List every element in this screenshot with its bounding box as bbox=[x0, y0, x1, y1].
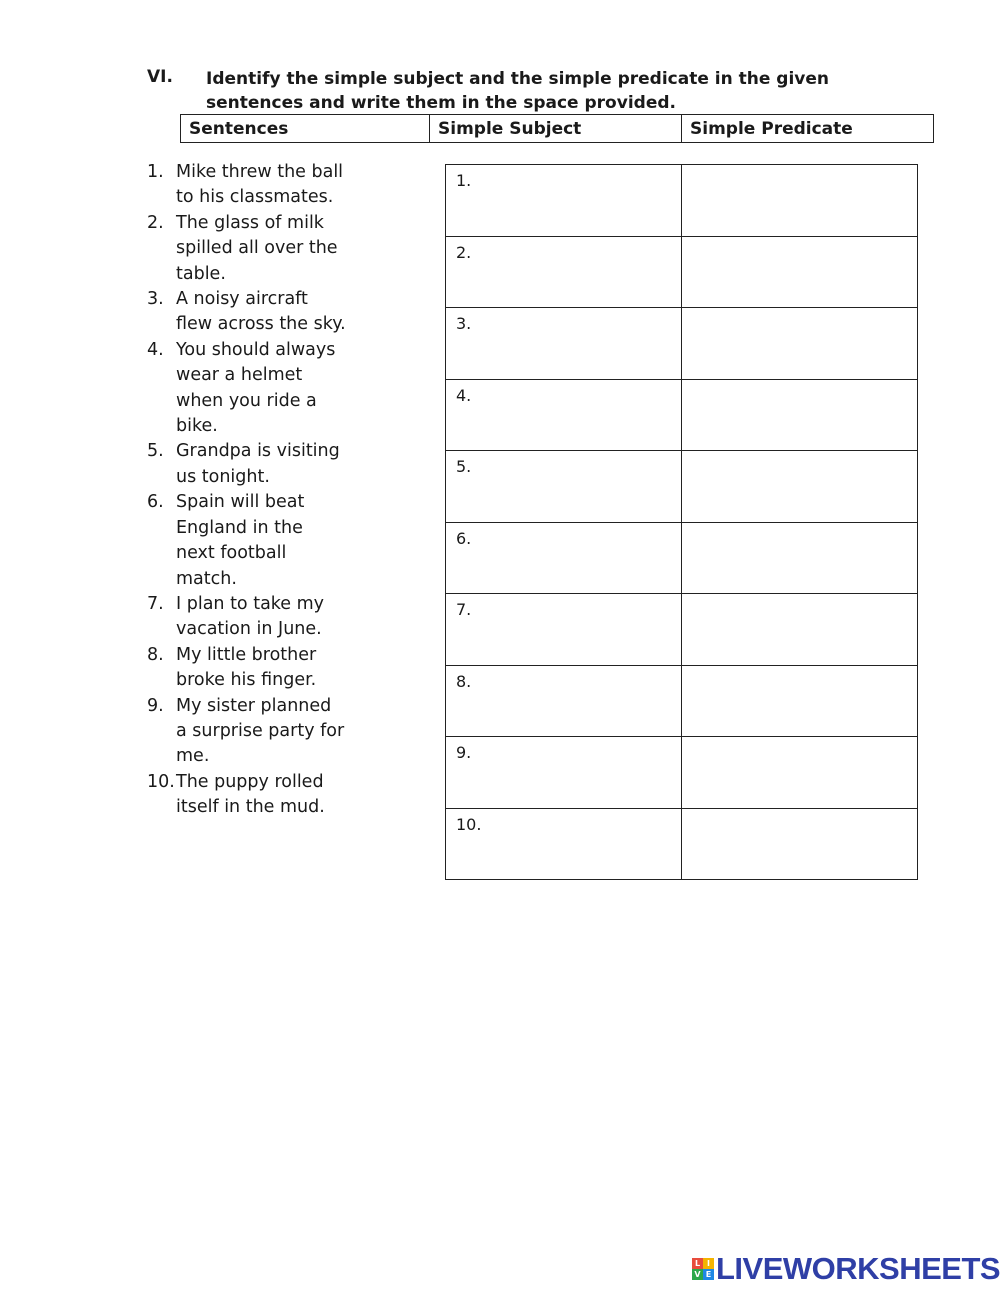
simple-subject-cell[interactable] bbox=[446, 165, 682, 237]
sentence-item bbox=[147, 211, 347, 287]
answer-row-number: 4. bbox=[456, 385, 472, 405]
answer-row bbox=[446, 665, 918, 737]
sentence-number: 10. bbox=[147, 771, 175, 792]
sentence-number: 8. bbox=[147, 644, 164, 665]
sentence-list bbox=[147, 160, 347, 821]
simple-predicate-cell[interactable] bbox=[682, 665, 918, 737]
sentence-text: The puppy rolled itself in the mud. bbox=[176, 771, 325, 818]
simple-subject-cell[interactable] bbox=[446, 522, 682, 594]
sentence-text: My little brother broke his finger. bbox=[176, 644, 317, 691]
answer-row bbox=[446, 451, 918, 523]
simple-subject-cell[interactable] bbox=[446, 236, 682, 308]
logo-mark-letter: E bbox=[703, 1269, 714, 1280]
liveworksheets-logo-icon bbox=[692, 1258, 714, 1280]
sentence-number: 7. bbox=[147, 593, 164, 614]
sentence-text: My sister planned a surprise party for me. bbox=[176, 695, 345, 767]
sentence-text: Spain will beat England in the next football match. bbox=[176, 492, 305, 589]
sentence-item bbox=[147, 694, 347, 770]
answer-row-number: 2. bbox=[456, 242, 472, 262]
sentence-item bbox=[147, 160, 347, 211]
simple-predicate-cell[interactable] bbox=[682, 236, 918, 308]
sentence-number: 5. bbox=[147, 441, 164, 462]
answer-row bbox=[446, 808, 918, 880]
answer-row bbox=[446, 165, 918, 237]
simple-predicate-cell[interactable] bbox=[682, 808, 918, 880]
answer-row-number: 9. bbox=[456, 743, 472, 762]
answer-row bbox=[446, 236, 918, 308]
sentence-item bbox=[147, 338, 347, 440]
sentence-number: 6. bbox=[147, 492, 164, 513]
sentence-text: I plan to take my vacation in June. bbox=[176, 593, 325, 640]
answer-row bbox=[446, 379, 918, 451]
section-number: VI. bbox=[147, 67, 173, 87]
simple-subject-cell[interactable] bbox=[446, 808, 682, 880]
simple-predicate-cell[interactable] bbox=[682, 522, 918, 594]
simple-predicate-cell[interactable] bbox=[682, 308, 918, 380]
sentence-number: 2. bbox=[147, 212, 164, 233]
simple-subject-cell[interactable] bbox=[446, 665, 682, 737]
header-sentences: Sentences bbox=[181, 115, 430, 143]
simple-predicate-cell[interactable] bbox=[682, 737, 918, 809]
sentence-number: 4. bbox=[147, 339, 164, 360]
answer-row bbox=[446, 308, 918, 380]
simple-predicate-cell[interactable] bbox=[682, 594, 918, 666]
sentence-item bbox=[147, 643, 347, 694]
sentence-number: 9. bbox=[147, 695, 164, 716]
header-simple-predicate: Simple Predicate bbox=[682, 115, 934, 143]
answer-row bbox=[446, 737, 918, 809]
answer-row-number: 7. bbox=[456, 600, 472, 619]
answer-row-number: 1. bbox=[456, 171, 472, 190]
answer-row bbox=[446, 594, 918, 666]
simple-subject-cell[interactable] bbox=[446, 451, 682, 523]
logo-text: LIVEWORKSHEETS bbox=[716, 1251, 1000, 1286]
answer-table bbox=[445, 164, 918, 880]
answer-row bbox=[446, 522, 918, 594]
sentence-text: Grandpa is visiting us tonight. bbox=[176, 441, 340, 487]
simple-predicate-cell[interactable] bbox=[682, 379, 918, 451]
liveworksheets-logo[interactable] bbox=[692, 1252, 1000, 1286]
sentence-item bbox=[147, 592, 347, 643]
simple-predicate-cell[interactable] bbox=[682, 165, 918, 237]
sentence-number: 1. bbox=[147, 162, 164, 182]
logo-mark-letter: V bbox=[692, 1269, 703, 1280]
sentence-item bbox=[147, 287, 347, 338]
answer-row-number: 10. bbox=[456, 814, 482, 834]
simple-subject-cell[interactable] bbox=[446, 308, 682, 380]
answer-row-number: 3. bbox=[456, 314, 472, 333]
sentence-text: The glass of milk spilled all over the table. bbox=[176, 212, 338, 284]
sentence-text: Mike threw the ball to his classmates. bbox=[176, 162, 344, 208]
simple-subject-cell[interactable] bbox=[446, 594, 682, 666]
sentence-number: 3. bbox=[147, 289, 164, 310]
answer-row-number: 8. bbox=[456, 671, 472, 691]
simple-predicate-cell[interactable] bbox=[682, 451, 918, 523]
answer-row-number: 6. bbox=[456, 528, 472, 548]
simple-subject-cell[interactable] bbox=[446, 737, 682, 809]
answer-row-number: 5. bbox=[456, 457, 472, 476]
header-simple-subject: Simple Subject bbox=[430, 115, 682, 143]
sentence-item bbox=[147, 770, 347, 821]
simple-subject-cell[interactable] bbox=[446, 379, 682, 451]
sentence-text: A noisy aircraft flew across the sky. bbox=[176, 289, 346, 335]
sentence-item bbox=[147, 490, 347, 592]
logo-mark-letter: L bbox=[692, 1258, 703, 1269]
sentence-item bbox=[147, 439, 347, 490]
logo-mark-letter: I bbox=[703, 1258, 714, 1269]
header-table bbox=[180, 114, 934, 143]
sentence-text: You should always wear a helmet when you ride a bike. bbox=[176, 339, 336, 437]
instruction-text: Identify the simple subject and the simple predicate in the given sentences and write them in the space provided. bbox=[206, 69, 830, 113]
